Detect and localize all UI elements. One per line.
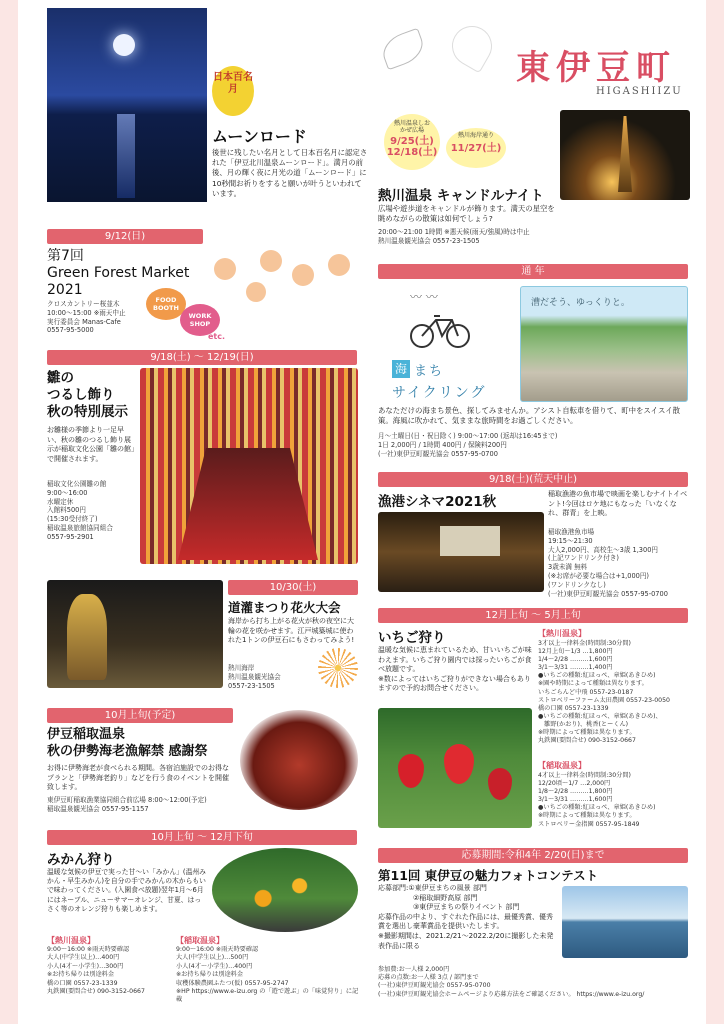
kid-icon [214,258,236,280]
hina-date-bar: 9/18(土) ～ 12/19(日) [47,350,357,365]
mikan-sec1: 【熱川温泉】 [47,936,95,945]
candle-title: 熱川温泉 キャンドルナイト [378,188,544,204]
moon-desc: 後世に残したい名月として日本百名月に認定された「伊豆北川温泉ムーンロード」。満月の前後、月の輝く夜に月光の道「ムーンロード」に10秒間お祈りをすると願いが叶うといわれています。 [212,148,368,198]
photo-date-bar: 応募期間:令和4年 2/20(日)まで [378,848,688,863]
firework-icon [318,648,358,688]
seagull-icon: 〰 〰 [410,290,438,304]
hina-stage [178,448,318,560]
strawberry-icon [444,744,474,784]
workshop-badge: WORK SHOP [180,304,220,336]
mikan-desc: 温暖な気候の伊豆で実った甘～い「みかん」(温州みかん・早生みかん)を自分の手でみかんの木からもいで味わってください。(入園食べ放題)翌年1月～6月にはネーブル、ニューサマーオレンジ、甘夏、はっさく等のオレンジ狩りも楽しめます。 [47,868,206,913]
candle-info: 20:00～21:00 1時間 ※悪天候(雨天/強風)時は中止 熱川温泉観光協会 0557-23-1505 [378,228,530,245]
mikan-photo [212,848,358,932]
candle-date-2: 11/27(土) [450,143,502,154]
mikan-date-bar: 10月上旬 ～ 12月下旬 [47,830,357,845]
kid-icon [246,282,266,302]
candle-tag-2-label: 熱川海岸通り [457,132,494,139]
cycling-photo-caption: 漕だそう、ゆっくりと。 [531,298,630,308]
hanabi-title: 道灌まつり花火大会 [228,600,341,615]
candle-photo [560,110,690,200]
photo-info: 参加費:お一人様 2,000円 応募の点数:お一人様 3点 / 部門まで (一社)東伊豆町観光協会 0557-95-0700 (一社)東伊豆町観光協会ホームページより応募方法をご確認ください。 https://www.e-izu.org/ [378,966,645,998]
cinema-desc: 稲取漁港の魚市場で映画を楽しむナイトイベント!今回はロケ地にもなった「いなくなれ、群青」を上映。 [548,490,688,518]
photo-contest-photo [562,886,688,958]
hina-info: 稲取文化公園雛の館 9:00～16:00 水曜定休 入館料500円 (15:30受付終了) 稲取温泉旅館協同組合 0557-95-2901 [47,480,113,541]
hina-title: 雛の つるし飾り 秋の特別展示 [47,370,128,420]
ichigo-list2: 4才以上一律料金(時間制:30分間) 12/20頃～1/7 …2,000円 1/8～2/28 ………1,800円 3/1～3/31 ………1,600円 ●いちごの種類:紅ほっぺ、章姫(あきひめ) ※時期によって種類は異なります。 ストロベリー金指園 0557-95-1849 [538,772,656,828]
ebi-title: 伊豆稲取温泉 秋の伊勢海老漁解禁 感謝祭 [47,727,208,759]
lobster-photo [240,710,358,810]
ichigo-sec2: 【稲取温泉】 [538,761,586,770]
tsuuen-bar: 通 年 [378,264,688,279]
ebi-desc: お得に伊勢海老が食べられる期間。各宿泊施設でのお得なプランと「伊勢海老釣り」などを行う食のイベントを開催致します。 [47,764,229,792]
mikan-title: みかん狩り [47,852,115,868]
header-leaf-deco-2 [445,19,500,74]
mikan-sec2: 【稲取温泉】 [176,936,224,945]
etc-label: etc. [208,332,226,341]
cycling-info: 月～土曜日(日・祝日除く) 9:00～17:00 (返却は16:45まで) 1日 2,000円 / 1時間 400円 / 保険料200円 (一社)東伊豆町観光協会 0557-95-0700 [378,432,558,458]
cinema-photo [378,512,544,592]
cinema-info: 稲取漁港魚市場 19:15～21:30 大人2,000円、高校生～3歳 1,300円 (上記ワンドリンク付き) 3歳未満 無料 (※お席が必要な場合は+1,000円) (ワンドリンクなし) (一社)東伊豆町観光協会 0557-95-0700 [548,528,668,598]
hina-desc: お雛様の季節より一足早い、秋の雛のつるし飾り展示が稲取文化公園「雛の館」で開催されます。 [47,426,135,463]
cinema-title: 漁港シネマ2021秋 [378,494,497,510]
ichigo-sec1: 【熱川温泉】 [538,629,586,638]
strawberry-icon [488,768,512,800]
cycling-logo-sea: 海 [392,360,410,378]
cycling-logo-line2: サイクリング [392,385,487,401]
candle-tag-1 [384,114,440,170]
ichigo-title: いちご狩り [378,630,446,646]
gfm-info: クロスカントリー桜並木 10:00～15:00 ※雨天中止 実行委員会 Manas-Cafe 0557-95-5000 [47,300,126,335]
hanabi-date-bar: 10/30(土) [228,580,358,595]
page-subtitle: HIGASHIIZU [596,86,683,97]
bicycle-icon [408,306,472,350]
cycling-desc: あなただけの海まち景色、探してみませんか。アシスト自転車を借りて、町中をスイスイ散策。海風に吹かれて、気ままな旅時間をお過ごしください。 [378,406,680,426]
festival-photo [47,580,223,688]
hina-photo [140,368,358,564]
moon-road-photo [47,8,207,202]
photo-title: 第11回 東伊豆の魅力フォトコンテスト [378,868,599,883]
cinema-screen [440,526,500,556]
kids-illustration [210,250,360,328]
candle-tag-2 [446,128,506,168]
mikan-list1: 9:00～16:00 ※雨天時要確認 大人(中学生以上)…400円 小人(4才～小学生)…300円 ※お持ち帰りは別途料金 橋の口園 0557-23-1339 丸鉄園(要問合せ) 090-3152-0667 [47,946,145,996]
tower-shape [618,116,632,192]
moon-reflection [117,114,135,198]
candle-date-1: 9/25(土) 12/18(土) [386,136,438,158]
cycling-photo [520,286,688,402]
ichigo-list1: 3才以上一律料金(時間制:30分間) 12月上旬～1/3 …1,800円 1/4～2/28 ………1,600円 3/1～3/31 ………1,400円 ●いちごの種類:紅ほっぺ、章姫(あきひめ) ※園や時期によって種類は異なります。 いちごらんど中飛 0557-23-0187 ストロベリーファーム太田農園 0557-23-0050 橋の口園 0557-23-1339 ●いちごの種類:紅ほっぺ、章姫(あきひめ)、 雛野(かおり)、桃香(とーくん) ※時期によって種類は異なります。 丸鉄園(要問合せ) 090-3152-0667 [538,640,670,745]
moon-icon [113,34,135,56]
page-title: 東伊豆町 [516,48,676,88]
kid-icon [260,250,282,272]
ichigo-desc: 温暖な気候に恵まれているため、甘いいちごが味わえます。いちご狩り園内では採ったいちごが食べ放題です。 ※数によってはいちご狩りができない場合もありますので予約お問合せください。 [378,646,532,693]
header-leaf-deco [378,28,428,71]
mikan-list2: 9:00～16:00 ※雨天時要確認 大人(中学生以上)…500円 小人(4才～小学生)…400円 ※お持ち帰りは別途料金 収穫体験農園ふたつ(仮) 0557-95-2747 ※HP https://www.e-izu.org の「遊で遊ぶ」の「味覚狩り」に記載 [176,946,359,1004]
candle-tag-1-label: 熱川温泉しおかぜ広場 [393,120,430,134]
left-margin-band [0,0,18,1024]
kid-icon [328,254,350,276]
cinema-date-bar: 9/18(土)(荒天中止) [378,472,688,487]
strawberry-icon [398,754,424,788]
hanabi-info: 熱川海岸 熱川温泉観光協会 0557-23-1505 [228,664,281,690]
kid-icon [292,264,314,286]
hanabi-desc: 海岸から打ち上がる花火が秋の夜空に大輪の花を咲かせます。江戸城築城に使われた1トンの伊豆石にもさわってみよう! [228,617,355,645]
float-shape [67,594,107,680]
ebi-date-bar: 10月上旬(予定) [47,708,233,723]
gfm-title: 第7回 Green Forest Market 2021 [47,248,190,298]
ichigo-date-bar: 12月上旬 ～ 5月上旬 [378,608,688,623]
strawberry-photo [378,708,532,828]
photo-desc: 応募部門:①東伊豆まちの風景 部門 ②稲取細野高原 部門 ③東伊豆まちの祭りイベント 部門 応募作品の中より、すぐれた作品には、最優秀賞、優秀賞を選出し豪華賞品を提供いたします。 ※撮影期間は、2021.2/21～2022.2/20に撮影した未発表作品に限る [378,884,554,950]
moon-badge: 日本百名月 [212,66,254,116]
cycling-logo-town: まち [414,364,445,379]
ebi-info: 東伊豆町稲取漁業協同組合前広場 8:00～12:00(予定) 稲取温泉観光協会 0557-95-1157 [47,796,207,813]
candle-desc: 広場や遊歩道をキャンドルが飾ります。満天の星空を眺めながらの散策は如何でしょう? [378,204,555,224]
moon-title: ムーンロード [212,127,307,146]
food-booth-badge: FOOD BOOTH [146,288,186,320]
right-margin-band [706,0,724,1024]
gfm-date-bar: 9/12(日) [47,229,203,244]
